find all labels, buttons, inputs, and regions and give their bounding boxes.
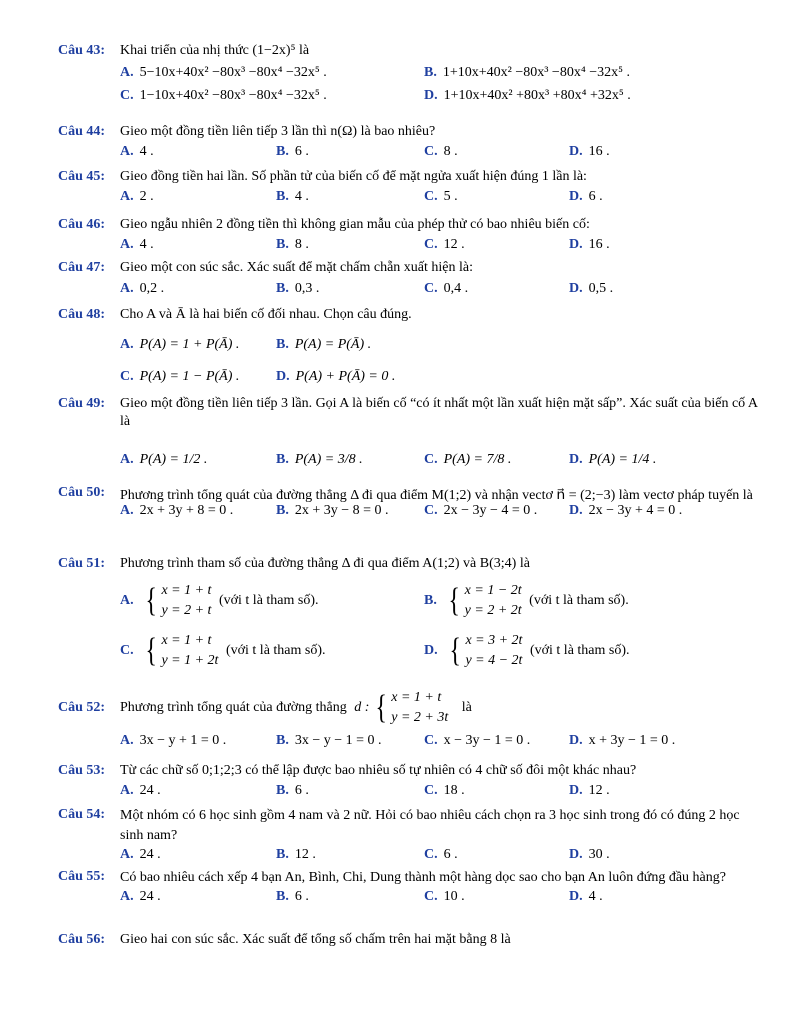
question-number: Câu 44: [58,124,106,139]
question-stem: Gieo một đồng tiền liên tiếp 3 lần. Gọi A là biến cố “có ít nhất một lần xuất hiện mặt sấp”. Xác suất của biến cố A là [120,396,759,429]
equation-system: { x = 1 − 2t y = 2 + 2t [448,582,522,619]
option-d[interactable]: D. 16 . [569,144,610,159]
question-stem: Gieo hai con súc sắc. Xác suất để tổng số chấm trên hai mặt bằng 8 là [120,932,511,947]
question-stem: Khai triển của nhị thức (1−2x)⁵ là [120,43,310,58]
equation-system: { x = 1 + t y = 2 + t [145,582,212,619]
question-stem: Có bao nhiêu cách xếp 4 bạn An, Bình, Chi, Dung thành một hàng dọc sao cho bạn An luôn đứng đầu hàng? [120,870,726,885]
question-51 [58,555,758,693]
option-d[interactable]: D. P(A) + P(Ā) = 0 . [276,369,396,384]
question-number: Câu 50: [58,485,106,500]
option-d[interactable]: D. 2x − 3y + 4 = 0 . [569,503,683,518]
question-44 [58,123,758,161]
option-b[interactable]: B. 12 . [276,847,316,862]
question-number: Câu 48: [58,307,106,322]
question-stem: Gieo một đồng tiền liên tiếp 3 lần thì n(Ω) là bao nhiêu? [120,124,436,139]
option-d[interactable]: D. 12 . [569,783,610,798]
question-number: Câu 43: [58,43,106,58]
option-a[interactable]: A. { x = 1 + t y = 2 + t (với t là tham số). [120,582,319,619]
question-47 [58,259,758,297]
option-c[interactable]: C. 18 . [424,783,465,798]
option-d[interactable]: D. { x = 3 + 2t y = 4 − 2t (với t là tham số). [424,632,630,669]
question-stem: Gieo ngẫu nhiên 2 đồng tiền thì không gian mẫu của phép thử có bao nhiêu biến cố: [120,217,590,232]
option-c[interactable]: C. 6 . [424,847,458,862]
option-c[interactable]: C. 1−10x+40x² −80x³ −80x⁴ −32x⁵ . [120,88,327,103]
option-b[interactable]: B. 1+10x+40x² −80x³ −80x⁴ −32x⁵ . [424,65,630,80]
option-a[interactable]: A. 24 . [120,847,161,862]
option-b[interactable]: B. 3x − y − 1 = 0 . [276,733,382,748]
question-stem: Phương trình tham số của đường thẳng Δ đi qua điểm A(1;2) và B(3;4) là [120,556,530,571]
option-c[interactable]: C. P(A) = 1 − P(Ā) . [120,369,240,384]
question-number: Câu 47: [58,260,106,275]
option-a[interactable]: A. 4 . [120,237,154,252]
option-b[interactable]: B. 8 . [276,237,309,252]
question-stem: Một nhóm có 6 học sinh gồm 4 nam và 2 nữ. Hỏi có bao nhiêu cách chọn ra 3 học sinh trong đó có đúng 2 học sinh nam? [120,808,740,843]
equation-system: { x = 1 + t y = 1 + 2t [145,632,219,669]
question-46 [58,216,758,254]
question-number: Câu 46: [58,217,106,232]
option-d[interactable]: D. 6 . [569,189,603,204]
question-number: Câu 55: [58,869,106,884]
option-b[interactable]: B. 4 . [276,189,309,204]
option-c[interactable]: C. P(A) = 7/8 . [424,452,512,467]
option-a[interactable]: A. P(A) = 1 + P(Ā) . [120,337,240,352]
option-c[interactable]: C. 0,4 . [424,281,469,296]
question-48 [58,306,758,384]
option-a[interactable]: A. 3x − y + 1 = 0 . [120,733,227,748]
question-54 [58,806,758,866]
option-b[interactable]: B. 6 . [276,144,309,159]
option-d[interactable]: D. P(A) = 1/4 . [569,452,657,467]
question-stem: Phương trình tổng quát của đường thẳng d : { x = 1 + t y = 2 + 3t là [120,689,472,726]
option-c[interactable]: C. 2x − 3y − 4 = 0 . [424,503,538,518]
question-stem: Từ các chữ số 0;1;2;3 có thể lập được bao nhiêu số tự nhiên có 4 chữ số đôi một khác nhau? [120,763,637,778]
question-number: Câu 53: [58,763,106,778]
question-stem: Gieo đồng tiền hai lần. Số phần tử của biến cố để mặt ngửa xuất hiện đúng 1 lần là: [120,169,587,184]
question-number: Câu 49: [58,396,106,411]
option-a[interactable]: A. 24 . [120,783,161,798]
option-c[interactable]: C. 8 . [424,144,458,159]
option-c[interactable]: C. 10 . [424,889,465,904]
option-a[interactable]: A. 0,2 . [120,281,165,296]
question-55 [58,868,758,908]
option-d[interactable]: D. 16 . [569,237,610,252]
question-45 [58,168,758,206]
question-43 [58,42,758,106]
option-a[interactable]: A. 2 . [120,189,154,204]
option-c[interactable]: C. 5 . [424,189,458,204]
option-d[interactable]: D. 4 . [569,889,603,904]
question-52 [58,688,758,748]
option-b[interactable]: B. 2x + 3y − 8 = 0 . [276,503,389,518]
option-a[interactable]: A. 24 . [120,889,161,904]
option-a[interactable]: A. 4 . [120,144,154,159]
option-b[interactable]: B. 6 . [276,783,309,798]
option-a[interactable]: A. P(A) = 1/2 . [120,452,208,467]
option-d[interactable]: D. x + 3y − 1 = 0 . [569,733,676,748]
question-number: Câu 56: [58,932,106,947]
option-a[interactable]: A. 5−10x+40x² −80x³ −80x⁴ −32x⁵ . [120,65,327,80]
option-d[interactable]: D. 1+10x+40x² +80x³ +80x⁴ +32x⁵ . [424,88,631,103]
option-b[interactable]: B. 0,3 . [276,281,320,296]
question-49 [58,395,758,471]
option-b[interactable]: B. P(A) = P(Ā) . [276,337,372,352]
option-a[interactable]: A. 2x + 3y + 8 = 0 . [120,503,234,518]
equation-system: { x = 3 + 2t y = 4 − 2t [449,632,523,669]
option-c[interactable]: C. 12 . [424,237,465,252]
option-b[interactable]: B. 6 . [276,889,309,904]
question-stem: Cho A và Ā là hai biến cố đối nhau. Chọn câu đúng. [120,307,412,322]
question-stem: Phương trình tổng quát của đường thẳng Δ đi qua điểm M(1;2) và nhận vectơ n⃗ = (2;−3) làm vectơ pháp tuyến là [120,488,753,503]
question-56 [58,931,758,949]
question-53 [58,762,758,800]
equation-system: { x = 1 + t y = 2 + 3t [375,689,449,726]
question-stem: Gieo một con súc sắc. Xác suất để mặt chấm chẵn xuất hiện là: [120,260,473,275]
question-50 [58,484,758,528]
option-c[interactable]: C. { x = 1 + t y = 1 + 2t (với t là tham số). [120,632,326,669]
question-number: Câu 54: [58,807,106,822]
question-number: Câu 51: [58,556,106,571]
option-c[interactable]: C. x − 3y − 1 = 0 . [424,733,531,748]
option-d[interactable]: D. 30 . [569,847,610,862]
option-b[interactable]: B. { x = 1 − 2t y = 2 + 2t (với t là tham số). [424,582,629,619]
option-b[interactable]: B. P(A) = 3/8 . [276,452,363,467]
option-d[interactable]: D. 0,5 . [569,281,614,296]
question-number: Câu 45: [58,169,106,184]
question-number: Câu 52: [58,700,106,715]
